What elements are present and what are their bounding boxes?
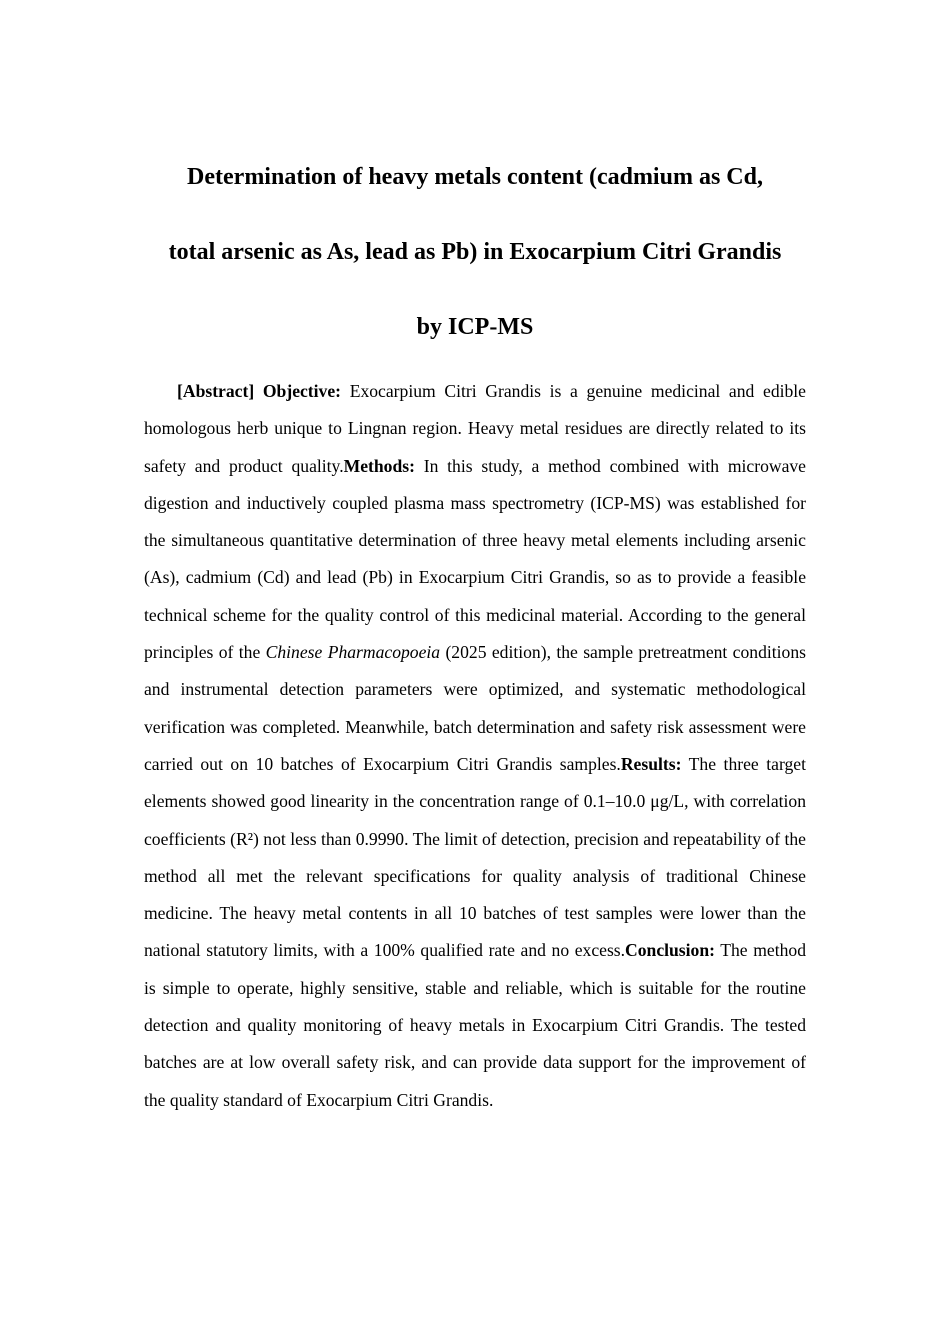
- conclusion-label: Conclusion:: [625, 940, 715, 961]
- conclusion-text: The method is simple to operate, highly sensitive, stable and reliable, which is suitable for the routine detection and quality monitoring of heavy metals in Exocarpium Citri Grandis. The tested batches are at low overall safety risk, and can provide data support for the improvement of the quality standard of Exocarpium Citri Grandis.: [144, 940, 806, 1110]
- title-line-2: total arsenic as As, lead as Pb) in Exocarpium Citri Grandis: [168, 239, 782, 265]
- results-text: The three target elements showed good linearity in the concentration range of 0.1–10.0 μg/L, with correlation coefficients (R²) not less than 0.9990. The limit of detection, precision and repeatability of the method all met the relevant specifications for quality analysis of traditional Chinese medicine. The heavy metal contents in all 10 batches of test samples were lower than the national statutory limits, with a 100% qualified rate and no excess.: [144, 753, 806, 961]
- objective-text: Exocarpium Citri Grandis is a genuine medicinal and edible homologous herb unique to Lingnan region. Heavy metal residues are directly related to its safety and product quality.: [144, 381, 806, 476]
- objective-label: Objective:: [262, 381, 342, 401]
- title-line-3: by ICP-MS: [416, 314, 534, 340]
- results-label: Results:: [620, 753, 682, 774]
- methods-text-1: In this study, a method combined with microwave digestion and inductively coupled plasma mass spectrometry (ICP-MS) was established for the simultaneous quantitative determination of three heavy metal elements including arsenic (As), cadmium (Cd) and lead (Pb) in Exocarpium Citri Grandis, so as to provide a feasible technical scheme for the quality control of this medicinal material. According to the general principles of the: [144, 455, 806, 663]
- paper-title: [130, 140, 820, 365]
- title-line-1: Determination of heavy metals content (cadmium as Cd,: [187, 164, 763, 190]
- abstract-paragraph: [144, 373, 806, 1119]
- methods-label: Methods:: [343, 455, 415, 476]
- methods-text-2: (2025 edition), the sample pretreatment conditions and instrumental detection parameters were optimized, and systematic methodological verification was completed. Meanwhile, batch determination and safety risk assessment were carried out on 10 batches of Exocarpium Citri Grandis samples.: [144, 642, 806, 774]
- methods-italic-reference: Chinese Pharmacopoeia: [265, 642, 441, 663]
- abstract-label: [Abstract]: [177, 381, 255, 401]
